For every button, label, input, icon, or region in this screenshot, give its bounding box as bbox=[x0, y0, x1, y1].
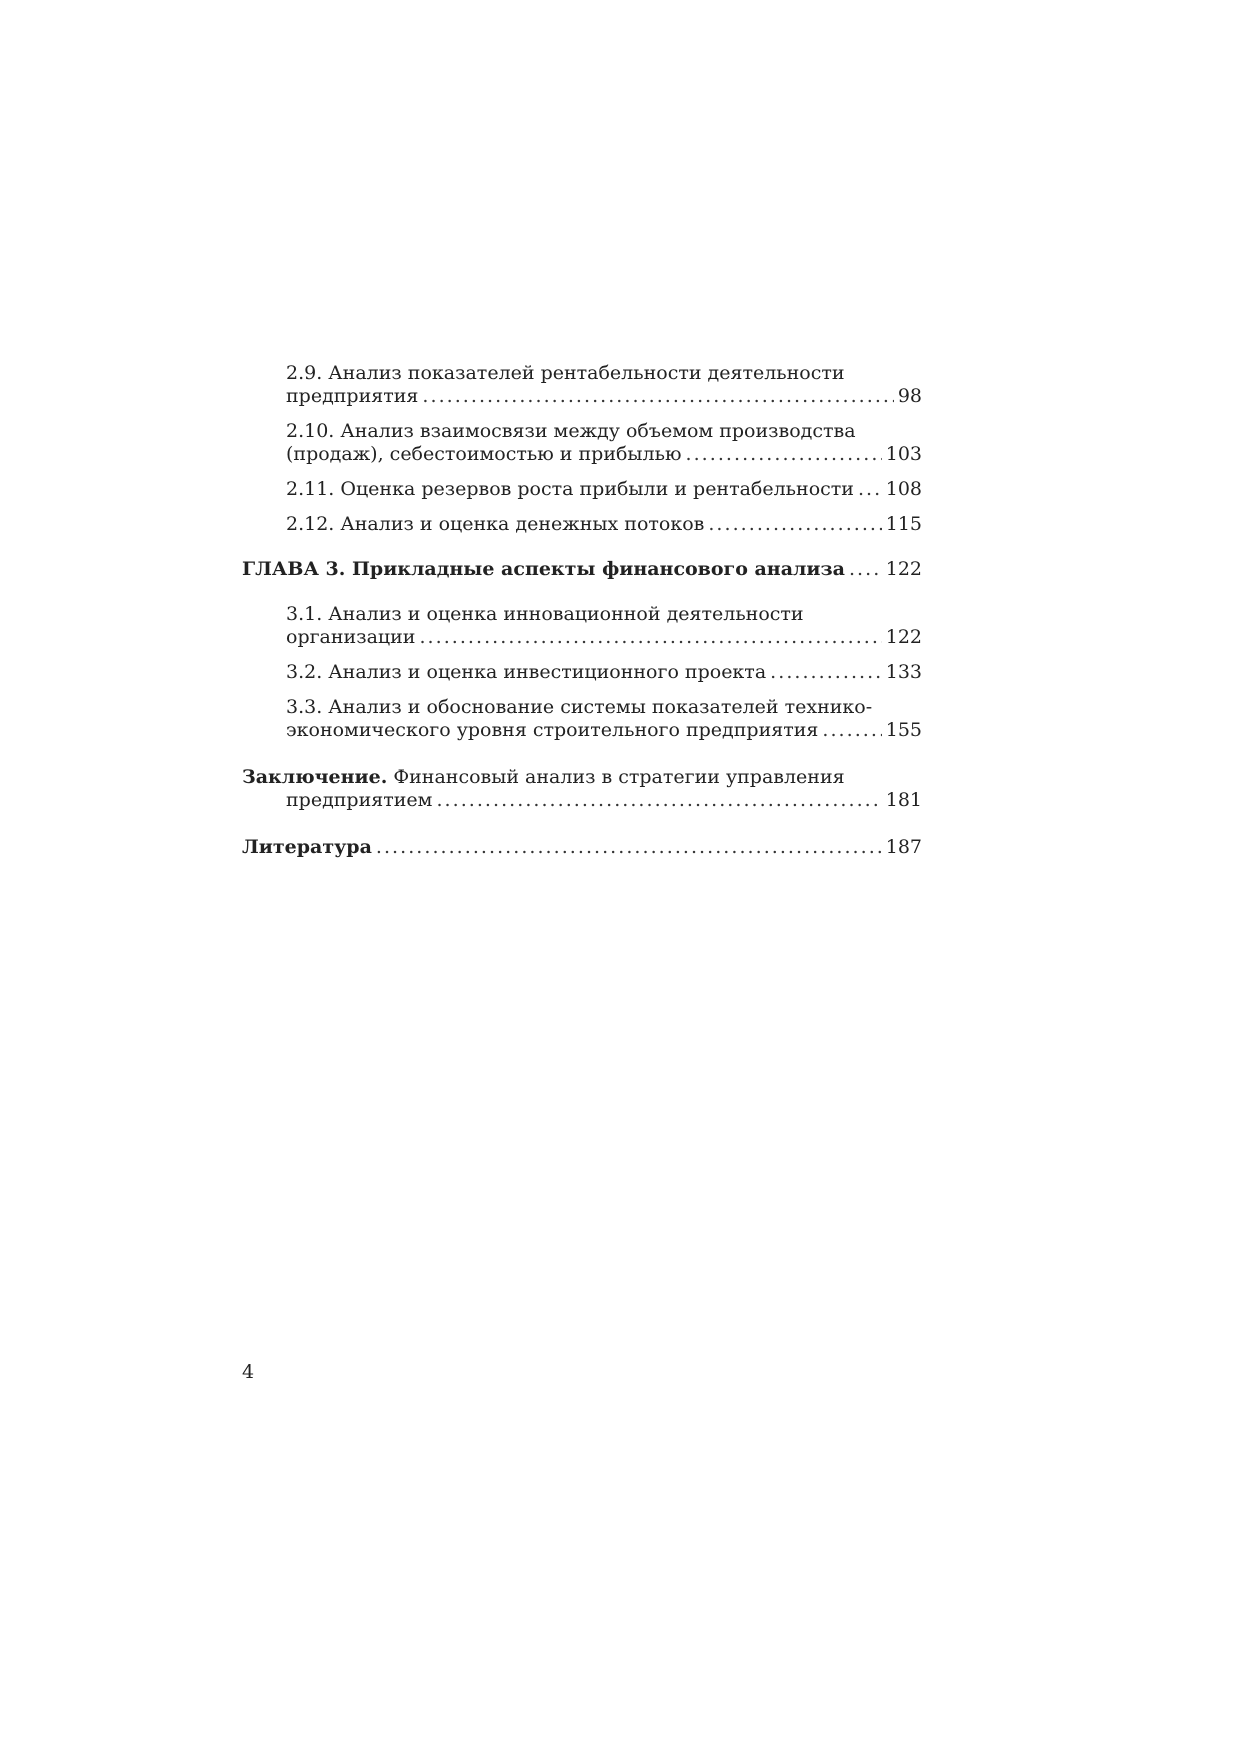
toc-page-number: 103 bbox=[885, 443, 922, 465]
dot-leader bbox=[419, 626, 881, 649]
toc-entry-title: 2.10. Анализ взаимосвязи между объемом производства bbox=[286, 420, 856, 442]
toc-page-number: 133 bbox=[885, 661, 922, 683]
page-number: 4 bbox=[242, 1361, 255, 1383]
toc-page-number: 98 bbox=[897, 385, 922, 407]
toc-entry-title: 3.3. Анализ и обоснование системы показателей технико- bbox=[286, 696, 873, 718]
toc-entry-3-3 bbox=[286, 696, 922, 742]
toc-entry-title: 3.1. Анализ и оценка инновационной деятельности bbox=[286, 603, 804, 625]
dot-leader bbox=[822, 719, 881, 742]
toc-conclusion bbox=[242, 766, 922, 812]
toc-entry-title: Финансовый анализ в стратегии управления bbox=[387, 766, 845, 788]
toc-page-number: 122 bbox=[885, 558, 922, 580]
toc-page-number: 115 bbox=[885, 513, 922, 535]
toc-entry-title: 3.2. Анализ и оценка инвестиционного проекта bbox=[286, 661, 767, 683]
toc-conclusion-label: Заключение. bbox=[242, 766, 388, 788]
toc-entry-2-12 bbox=[286, 513, 922, 536]
dot-leader bbox=[708, 513, 881, 536]
dot-leader bbox=[770, 661, 882, 684]
toc-page-number: 122 bbox=[885, 626, 922, 648]
table-of-contents bbox=[242, 362, 922, 859]
toc-entry-title-cont: (продаж), себестоимостью и прибылью bbox=[286, 443, 682, 465]
toc-page-number: 187 bbox=[885, 836, 922, 858]
toc-entry-title: 2.9. Анализ показателей рентабельности деятельности bbox=[286, 362, 845, 384]
toc-entry-title-cont: предприятием bbox=[286, 789, 433, 811]
toc-literature-label: Литература bbox=[242, 836, 372, 858]
dot-leader bbox=[376, 836, 882, 859]
toc-entry-3-2 bbox=[286, 661, 922, 684]
toc-entry-title-cont: предприятия bbox=[286, 385, 419, 407]
toc-entry-title: 2.11. Оценка резервов роста прибыли и рентабельности bbox=[286, 478, 854, 500]
toc-page-number: 108 bbox=[885, 478, 922, 500]
toc-entry-2-11 bbox=[286, 478, 922, 501]
dot-leader bbox=[858, 478, 882, 501]
toc-page-number: 181 bbox=[885, 789, 922, 811]
toc-chapter-3 bbox=[242, 558, 922, 581]
toc-entry-2-9 bbox=[286, 362, 922, 408]
dot-leader bbox=[422, 385, 893, 408]
dot-leader bbox=[436, 789, 881, 812]
toc-entry-title: 2.12. Анализ и оценка денежных потоков bbox=[286, 513, 705, 535]
toc-entry-3-1 bbox=[286, 603, 922, 649]
toc-literature bbox=[242, 836, 922, 859]
toc-chapter-title: ГЛАВА 3. Прикладные аспекты финансового анализа bbox=[242, 558, 845, 580]
toc-entry-title-cont: экономического уровня строительного предприятия bbox=[286, 719, 819, 741]
toc-page-number: 155 bbox=[885, 719, 922, 741]
dot-leader bbox=[849, 558, 882, 581]
dot-leader bbox=[686, 443, 882, 466]
toc-entry-2-10 bbox=[286, 420, 922, 466]
toc-entry-title-cont: организации bbox=[286, 626, 416, 648]
